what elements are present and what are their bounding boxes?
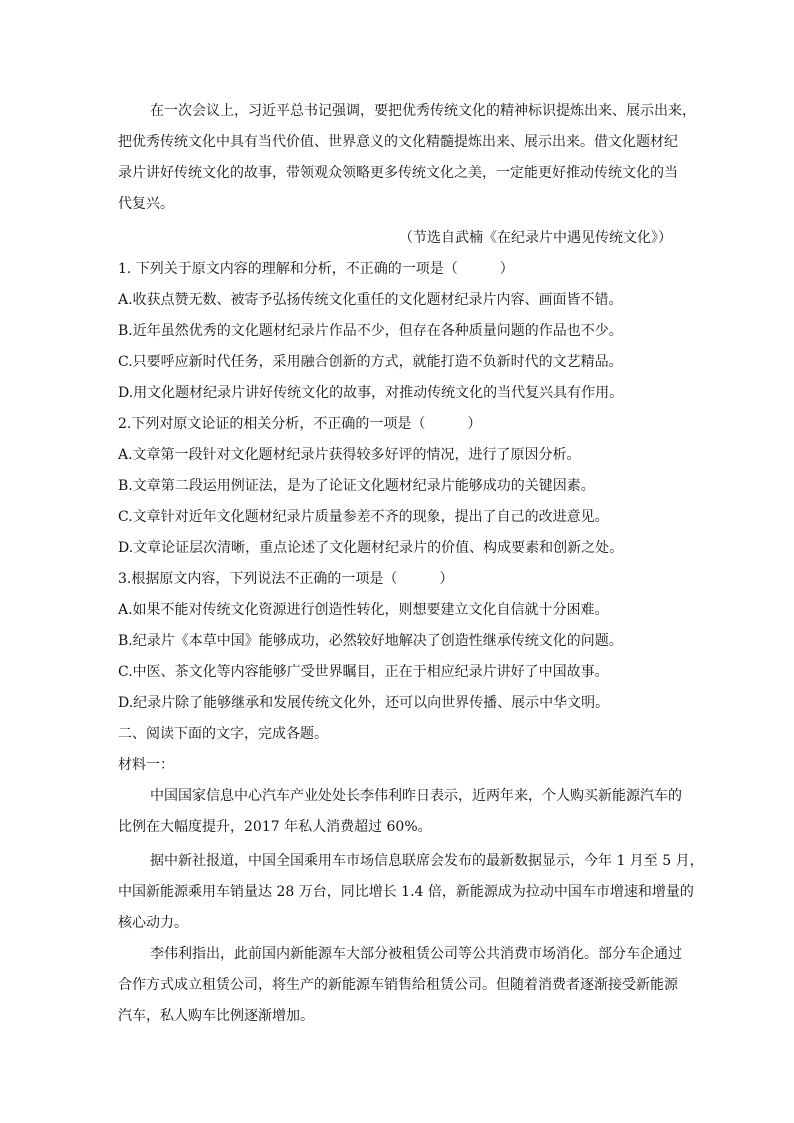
material-line: 据中新社报道，中国全国乘用车市场信息联席会发布的最新数据显示，今年 1 月至 5 月， [150, 853, 704, 869]
passage-line: 在一次会议上，习近平总书记强调，要把优秀传统文化的精神标识提炼出来、展示出来， [150, 103, 696, 119]
question-stem: 3.根据原文内容，下列说法不正确的一项是（ ） [118, 571, 454, 587]
passage-line: 把优秀传统文化中具有当代价值、世界意义的文化精髓提炼出来、展示出来。借文化题材纪 [118, 134, 678, 150]
question-stem: 1. 下列关于原文内容的理解和分析，不正确的一项是（ ） [118, 261, 514, 277]
question-option: D.纪录片除了能够继承和发展传统文化外，还可以向世界传播、展示中华文明。 [118, 695, 610, 711]
question-option: C.中医、茶文化等内容能够广受世界瞩目，正在于相应纪录片讲好了中国故事。 [118, 664, 609, 680]
passage-line: 录片讲好传统文化的故事，带领观众领略更多传统文化之美，一定能更好推动传统文化的当 [118, 165, 678, 181]
question-option: C.文章针对近年文化题材纪录片质量参差不齐的现象，提出了自己的改进意见。 [118, 509, 609, 525]
question-option: C.只要呼应新时代任务，采用融合创新的方式，就能打造不负新时代的文艺精品。 [118, 354, 623, 370]
material-line: 比例在大幅度提升，2017 年私人消费超过 60%。 [118, 819, 432, 835]
question-option: A.文章第一段针对文化题材纪录片获得较多好评的情况，进行了原因分析。 [118, 447, 581, 463]
material-line: 中国国家信息中心汽车产业处处长李伟利昨日表示，近两年来，个人购买新能源汽车的 [150, 788, 682, 804]
material-line: 中国新能源乘用车销量达 28 万台，同比增长 1.4 倍，新能源成为拉动中国车市增速和增量的 [118, 884, 694, 900]
material-line: 汽车，私人购车比例逐渐增加。 [118, 1008, 314, 1024]
material-label: 材料一： [118, 757, 174, 773]
question-option: A.收获点赞无数、被寄予弘扬传统文化重任的文化题材纪录片内容、画面皆不错。 [118, 292, 623, 308]
question-option: D.用文化题材纪录片讲好传统文化的故事，对推动传统文化的当代复兴具有作用。 [118, 385, 624, 401]
section-heading: 二、阅读下面的文字，完成各题。 [118, 726, 328, 742]
material-line: 李伟利指出，此前国内新能源车大部分被租赁公司等公共消费市场消化。部分车企通过 [150, 946, 682, 962]
question-stem: 2.下列对原文论证的相关分析，不正确的一项是（ ） [118, 416, 482, 432]
question-option: B.近年虽然优秀的文化题材纪录片作品不少，但存在各种质量问题的作品也不少。 [118, 323, 623, 339]
passage-source: （节选自武楠《在纪录片中遇见传统文化》） [399, 230, 672, 246]
question-option: B.纪录片《本草中国》能够成功，必然较好地解决了创造性继承传统文化的问题。 [118, 633, 623, 649]
material-line: 核心动力。 [118, 915, 188, 931]
material-line: 合作方式成立租赁公司，将生产的新能源车销售给租赁公司。但随着消费者逐渐接受新能源 [118, 977, 678, 993]
passage-line: 代复兴。 [118, 196, 174, 212]
question-option: A.如果不能对传统文化资源进行创造性转化，则想要建立文化自信就十分困难。 [118, 602, 609, 618]
question-option: D.文章论证层次清晰，重点论述了文化题材纪录片的价值、构成要素和创新之处。 [118, 540, 624, 556]
question-option: B.文章第二段运用例证法，是为了论证文化题材纪录片能够成功的关键因素。 [118, 478, 595, 494]
